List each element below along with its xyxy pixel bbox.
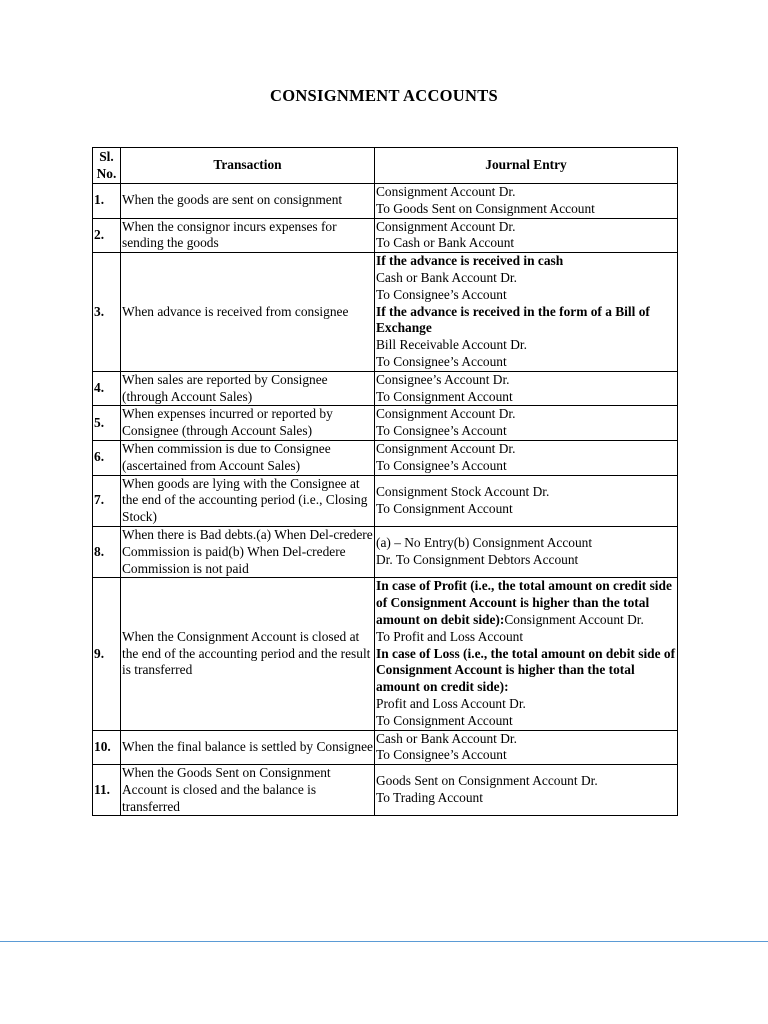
transaction-cell: When there is Bad debts.(a) When Del-credere Commission is paid(b) When Del-credere Commission is not paid [121,526,375,577]
row-number: 6. [93,440,121,475]
journal-line: To Consignee’s Account [376,457,507,473]
journal-line: To Consignment Account [376,500,513,516]
transaction-cell: When goods are lying with the Consignee at the end of the accounting period (i.e., Closing Stock) [121,475,375,526]
journal-entry-cell [375,184,678,219]
row-number: 7. [93,475,121,526]
table-row [93,475,678,526]
journal-line: Bill Receivable Account Dr. [376,337,527,353]
journal-entry-cell [375,218,678,253]
row-number: 8. [93,526,121,577]
journal-line: Consignment Account Dr. [376,218,516,234]
table-row [93,406,678,441]
journal-line: (a) – No Entry(b) Consignment Account [376,535,593,551]
journal-line: Cash or Bank Account Dr. [376,730,517,746]
journal-line: To Consignment Account [376,388,513,404]
journal-line: Consignment Account Dr. [376,184,516,199]
table-row [93,526,678,577]
table-row [93,218,678,253]
journal-line: Consignee’s Account Dr. [376,371,510,387]
table-row [93,730,678,765]
table-header-row [93,148,678,184]
journal-entry-cell [375,526,678,577]
journal-entry-cell [375,475,678,526]
header-journal-entry: Journal Entry [375,148,678,184]
transaction-cell: When commission is due to Consignee (ascertained from Account Sales) [121,440,375,475]
transaction-cell: When the Consignment Account is closed at the end of the accounting period and the result is transferred [121,578,375,730]
journal-line: Consignment Account Dr. [376,440,516,456]
header-transaction: Transaction [121,148,375,184]
journal-entry-cell [375,730,678,765]
table-row [93,253,678,372]
journal-line: In case of Loss (i.e., the total amount on debit side of Consignment Account is higher than the total amount on credit side): [376,645,676,695]
transaction-cell: When expenses incurred or reported by Consignee (through Account Sales) [121,406,375,441]
journal-line: To Consignee’s Account [376,286,507,302]
journal-line: Profit and Loss Account Dr. [376,695,526,711]
header-sl-no: Sl. No. [93,148,121,184]
journal-entry-cell [375,406,678,441]
row-number: 2. [93,218,121,253]
transaction-cell: When the final balance is settled by Consignee [121,730,375,765]
row-number: 10. [93,730,121,765]
row-number: 3. [93,253,121,372]
page-title: CONSIGNMENT ACCOUNTS [269,86,499,105]
transaction-cell: When the goods are sent on consignment [121,184,375,219]
journal-line: Dr. To Consignment Debtors Account [376,552,579,568]
transaction-cell: When the consignor incurs expenses for sending the goods [121,218,375,253]
journal-line: To Consignee’s Account [376,747,507,763]
journal-entry-cell [375,765,678,816]
journal-line: Cash or Bank Account Dr. [376,269,517,285]
journal-line: If the advance is received in cash [376,253,564,269]
journal-entry-cell [375,578,678,730]
journal-line: To Profit and Loss Account [376,628,524,644]
row-number: 11. [93,765,121,816]
journal-line: In case of Profit (i.e., the total amount on credit side of Consignment Account is higher than the total amount on debit side):Consignment Account Dr. [376,578,672,627]
table-row [93,371,678,406]
table-row [93,184,678,219]
transaction-cell: When sales are reported by Consignee (through Account Sales) [121,371,375,406]
table-row [93,765,678,816]
journal-line: To Trading Account [376,790,483,806]
journal-line: Consignment Account Dr. [376,406,516,422]
transaction-cell: When the Goods Sent on Consignment Account is closed and the balance is transferred [121,765,375,816]
journal-entry-cell [375,253,678,372]
table-row [93,578,678,730]
footer-rule [0,941,768,942]
journal-line: Consignment Stock Account Dr. [376,483,550,499]
transaction-cell: When advance is received from consignee [121,253,375,372]
row-number: 4. [93,371,121,406]
table-row [93,440,678,475]
journal-line: To Consignment Account [376,712,513,728]
journal-line: To Consignee’s Account [376,353,507,369]
journal-line: To Cash or Bank Account [376,235,515,251]
journal-line: If the advance is received in the form of a Bill of Exchange [376,303,650,336]
journal-line: To Goods Sent on Consignment Account [376,200,595,216]
row-number: 1. [93,184,121,219]
row-number: 9. [93,578,121,730]
row-number: 5. [93,406,121,441]
journal-line: To Consignee’s Account [376,423,507,439]
journal-line: Goods Sent on Consignment Account Dr. [376,773,598,789]
journal-entry-cell [375,440,678,475]
journal-entry-cell [375,371,678,406]
journal-table [92,147,678,816]
